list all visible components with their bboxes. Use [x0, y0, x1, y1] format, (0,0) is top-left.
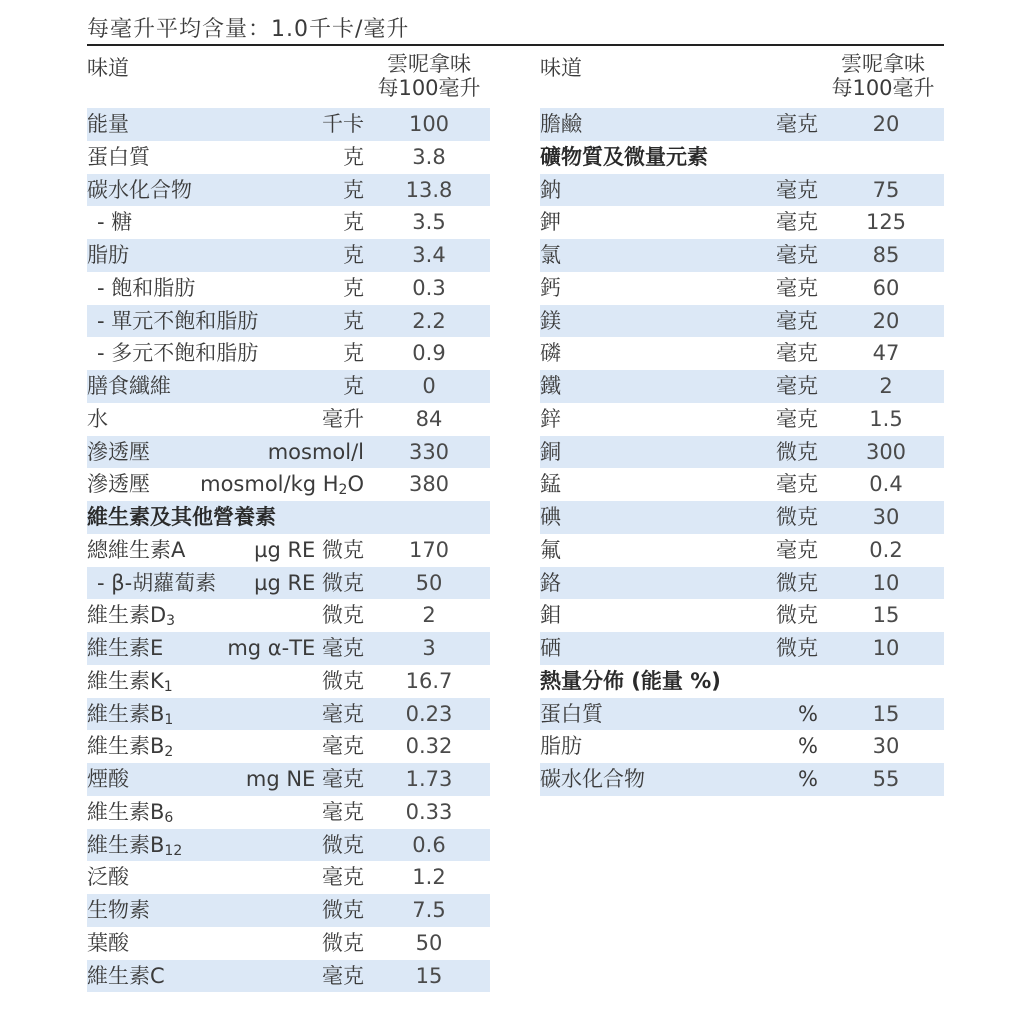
table-row: [87, 829, 490, 862]
nutrient-value: 84: [415, 406, 443, 431]
table-row: [87, 599, 490, 632]
unit-label: 毫升: [322, 406, 364, 431]
unit-text: O: [347, 472, 364, 497]
section-header-row: [87, 501, 490, 534]
unit-label: 微克: [776, 505, 818, 529]
table-row: [87, 567, 490, 600]
nutrient-value: 50: [415, 570, 443, 595]
nutrient-name: 錳: [540, 472, 561, 497]
nutrient-value: 1.2: [412, 865, 446, 890]
nutrient-name-subscript: 2: [164, 744, 174, 761]
nutrient-name-text: 維生素B: [87, 799, 165, 824]
table-row: [87, 370, 490, 403]
nutrient-name: 生物素: [87, 898, 150, 922]
nutrient-value: 0.4: [869, 472, 903, 497]
nutrient-value: 10: [872, 570, 900, 595]
table-row: [87, 927, 490, 960]
table-row: [87, 108, 490, 141]
nutrient-name: 鉬: [540, 603, 561, 628]
table-row: [540, 436, 944, 469]
unit-label: 微克: [322, 930, 364, 955]
flavor-name: 雲呢拿味: [841, 52, 925, 76]
table-row: [540, 370, 944, 403]
nutrient-name: 鐵: [540, 374, 561, 398]
nutrient-value: 2: [879, 374, 893, 398]
table-row: [540, 272, 944, 305]
nutrient-name: 碳水化合物: [87, 177, 192, 202]
nutrient-name: 能量: [87, 112, 129, 136]
nutrient-name: 葉酸: [87, 930, 129, 955]
unit-label: 微克: [776, 603, 818, 628]
unit-label: mg NE 毫克: [245, 767, 364, 791]
table-row: [87, 796, 490, 829]
unit-label: 微克: [322, 668, 364, 693]
unit-label: 毫克: [776, 537, 818, 562]
unit-label: 毫克: [322, 963, 364, 988]
table-header-left: [87, 50, 490, 108]
table-row: [540, 337, 944, 370]
table-row: [87, 632, 490, 665]
unit-label: 克: [343, 210, 364, 235]
unit-label: %: [798, 701, 818, 726]
unit-label: 克: [343, 144, 364, 169]
nutrient-name-subscript: 6: [164, 809, 174, 826]
unit-label: %: [798, 767, 818, 791]
unit-label: 微克: [776, 570, 818, 595]
unit-label: 毫克: [776, 243, 818, 267]
nutrient-value: 1.5: [869, 406, 903, 431]
unit-label: 毫克: [776, 374, 818, 398]
nutrient-name: 蛋白質: [540, 701, 603, 726]
unit-label: 克: [343, 374, 364, 398]
nutrient-value: 0.6: [412, 832, 446, 857]
unit-label: 毫克: [776, 112, 818, 136]
table-row: [540, 468, 944, 501]
nutrient-name: - 多元不飽和脂肪: [97, 341, 259, 366]
unit-label: 毫克: [322, 701, 364, 726]
unit-label: 毫克: [776, 308, 818, 333]
table-row: [87, 403, 490, 436]
nutrient-name: 脂肪: [540, 734, 582, 759]
nutrient-value: 10: [872, 636, 900, 660]
nutrient-name: 滲透壓: [87, 472, 150, 497]
nutrient-name-subscript: 3: [166, 613, 176, 630]
table-row: [540, 730, 944, 763]
section-header-row: [540, 141, 944, 174]
table-row: [87, 174, 490, 207]
table-row: [87, 861, 490, 894]
nutrient-name-text: 維生素K: [87, 668, 164, 693]
table-row: [540, 534, 944, 567]
nutrient-value: 7.5: [412, 898, 446, 922]
unit-label: 克: [343, 177, 364, 202]
nutrient-value: 3.5: [412, 210, 446, 235]
nutrient-name: 膽鹼: [540, 112, 582, 136]
nutrient-value: 85: [872, 243, 900, 267]
flavor-label: 味道: [87, 56, 129, 80]
unit-label: 毫克: [322, 799, 364, 824]
title-divider: [87, 44, 944, 46]
section-title: 熱量分佈 (能量 %): [540, 668, 721, 693]
nutrient-value: 170: [408, 537, 450, 562]
nutrient-name: 維生素E: [87, 636, 164, 660]
table-row: [87, 960, 490, 993]
table-row: [87, 272, 490, 305]
nutrient-name: 鈣: [540, 275, 561, 300]
nutrient-name: 膳食纖維: [87, 374, 171, 398]
nutrient-value: 380: [408, 472, 450, 497]
table-row: [540, 174, 944, 207]
table-header-right: [540, 50, 944, 108]
unit-label: 毫克: [776, 177, 818, 202]
unit-label: 克: [343, 341, 364, 366]
nutrient-value: 16.7: [405, 668, 453, 693]
nutrient-name: 脂肪: [87, 243, 129, 267]
nutrient-value: 47: [872, 341, 900, 366]
nutrient-name: 銅: [540, 439, 561, 464]
unit-label: µg RE 微克: [254, 537, 364, 562]
nutrient-name: - 糖: [97, 210, 133, 235]
nutrient-name-text: 維生素D: [87, 603, 167, 628]
nutrient-value: 0.33: [405, 799, 453, 824]
nutrient-value: 1.73: [405, 767, 453, 791]
nutrient-name-text: 維生素B: [87, 734, 165, 759]
nutrient-value: 3.4: [412, 243, 446, 267]
unit-label: 毫克: [776, 210, 818, 235]
nutrient-value: 0.23: [405, 701, 453, 726]
unit-label: 微克: [776, 636, 818, 660]
table-row: [87, 239, 490, 272]
table-row: [87, 305, 490, 338]
unit-label: 克: [343, 243, 364, 267]
section-title: 礦物質及微量元素: [540, 144, 708, 169]
nutrient-value: 15: [415, 963, 443, 988]
nutrient-value: 0.9: [412, 341, 446, 366]
nutrient-name: 水: [87, 406, 108, 431]
nutrient-name-subscript: 1: [163, 678, 173, 695]
unit-label: 千卡: [322, 112, 364, 136]
per-100ml-label: 每100毫升: [377, 76, 481, 100]
nutrient-value: 300: [865, 439, 907, 464]
nutrient-value: 0.2: [869, 537, 903, 562]
table-row: [87, 337, 490, 370]
unit-label: 毫克: [776, 472, 818, 497]
table-row: [87, 894, 490, 927]
table-row: [87, 763, 490, 796]
unit-label: 毫克: [776, 406, 818, 431]
nutrient-name: 維生素C: [87, 963, 165, 988]
nutrient-name: 鎂: [540, 308, 561, 333]
nutrient-name: 鉻: [540, 570, 561, 595]
nutrient-name-subscript: 12: [164, 842, 183, 859]
nutrient-value: 3: [422, 636, 436, 660]
nutrient-name: 鋅: [540, 406, 561, 431]
flavor-name: 雲呢拿味: [387, 52, 471, 76]
nutrient-value: 20: [872, 308, 900, 333]
table-row: [540, 567, 944, 600]
nutrition-table-left: [87, 50, 490, 992]
section-title: 維生素及其他營養素: [87, 505, 276, 529]
nutrient-name: 鈉: [540, 177, 561, 202]
table-row: [540, 239, 944, 272]
table-row: [87, 436, 490, 469]
per-100ml-label: 每100毫升: [831, 76, 935, 100]
nutrient-value: 30: [872, 734, 900, 759]
nutrient-name: 泛酸: [87, 865, 129, 890]
nutrient-value: 30: [872, 505, 900, 529]
nutrient-value: 0: [422, 374, 436, 398]
nutrient-name-subscript: 1: [164, 711, 174, 728]
unit-label: 毫克: [776, 341, 818, 366]
table-row: [540, 403, 944, 436]
nutrient-value: 100: [408, 112, 450, 136]
nutrient-name-text: 維生素B: [87, 701, 165, 726]
nutrient-name: 碳水化合物: [540, 767, 645, 791]
table-row: [540, 305, 944, 338]
unit-subscript: 2: [338, 482, 348, 499]
nutrient-name-text: 維生素B: [87, 832, 165, 857]
nutrient-value: 15: [872, 603, 900, 628]
unit-label: mosmol/l: [267, 439, 364, 464]
unit-label: 毫克: [322, 865, 364, 890]
nutrient-value: 75: [872, 177, 900, 202]
nutrient-value: 2: [422, 603, 436, 628]
table-row: [540, 108, 944, 141]
unit-label: 克: [343, 275, 364, 300]
nutrient-name: 滲透壓: [87, 439, 150, 464]
nutrient-value: 0.3: [412, 275, 446, 300]
unit-text: mosmol/kg H: [200, 472, 339, 497]
rows-right: [540, 108, 944, 796]
unit-label: 毫克: [776, 275, 818, 300]
nutrient-value: 20: [872, 112, 900, 136]
nutrient-name: - β-胡蘿蔔素: [97, 570, 217, 595]
flavor-label: 味道: [540, 56, 582, 80]
rows-left: [87, 108, 490, 992]
unit-label: mg α-TE 毫克: [227, 636, 364, 660]
unit-label: 微克: [322, 898, 364, 922]
nutrient-value: 0.32: [405, 734, 453, 759]
nutrient-value: 60: [872, 275, 900, 300]
nutrient-name: 煙酸: [87, 767, 129, 791]
nutrient-value: 50: [415, 930, 443, 955]
table-row: [87, 468, 490, 501]
nutrient-value: 55: [872, 767, 900, 791]
unit-label: %: [798, 734, 818, 759]
nutrient-value: 330: [408, 439, 450, 464]
table-row: [87, 534, 490, 567]
nutrient-value: 13.8: [405, 177, 453, 202]
unit-label: 克: [343, 308, 364, 333]
table-row: [540, 698, 944, 731]
table-row: [87, 698, 490, 731]
nutrition-table-right: [540, 50, 944, 796]
flavor-column-header: [825, 52, 941, 100]
table-row: [540, 632, 944, 665]
unit-label: 微克: [322, 832, 364, 857]
table-row: [540, 763, 944, 796]
table-row: [87, 665, 490, 698]
nutrient-value: 125: [865, 210, 907, 235]
nutrient-value: 2.2: [412, 308, 446, 333]
unit-label: µg RE 微克: [254, 570, 364, 595]
table-row: [87, 730, 490, 763]
nutrient-name: 磷: [540, 341, 561, 366]
nutrient-name: 碘: [540, 505, 561, 529]
nutrient-name: 氯: [540, 243, 561, 267]
nutrient-value: 3.8: [412, 144, 446, 169]
nutrient-name: 鉀: [540, 210, 561, 235]
unit-label: 毫克: [322, 734, 364, 759]
table-row: [540, 501, 944, 534]
nutrient-value: 15: [872, 701, 900, 726]
section-header-row: [540, 665, 944, 698]
nutrient-name: - 單元不飽和脂肪: [97, 308, 259, 333]
page-title: 每毫升平均含量：1.0千卡/毫升: [87, 17, 410, 42]
table-row: [540, 206, 944, 239]
nutrient-name: 硒: [540, 636, 561, 660]
nutrient-name: 氟: [540, 537, 561, 562]
flavor-column-header: [374, 52, 484, 100]
table-row: [87, 141, 490, 174]
unit-label: 微克: [776, 439, 818, 464]
table-row: [540, 599, 944, 632]
unit-label: 微克: [322, 603, 364, 628]
table-row: [87, 206, 490, 239]
nutrient-name: 總維生素A: [87, 537, 186, 562]
nutrient-name: 蛋白質: [87, 144, 150, 169]
nutrient-name: - 飽和脂肪: [97, 275, 196, 300]
